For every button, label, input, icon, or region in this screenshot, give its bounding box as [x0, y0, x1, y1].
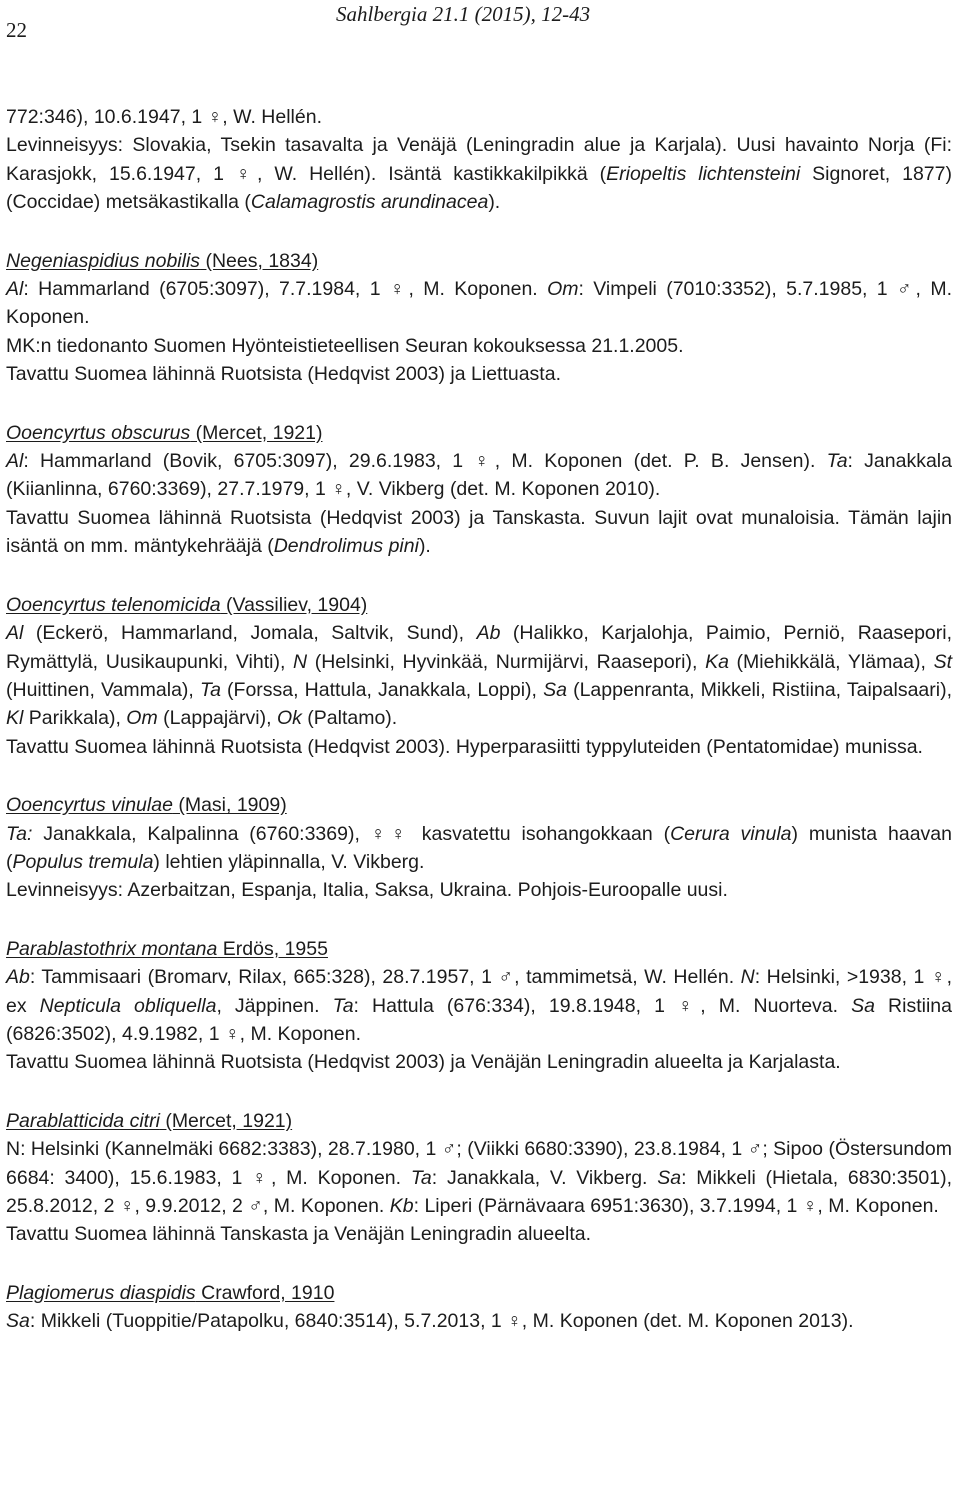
- species-heading: Ooencyrtus vinulae (Masi, 1909): [6, 794, 287, 817]
- section-gap: [6, 1249, 952, 1279]
- section-gap: [6, 761, 952, 791]
- entry-paragraph: Al (Eckerö, Hammarland, Jomala, Saltvik, Sund), Ab (Halikko, Karjalohja, Paimio, Perniö, Raasepori, Rymättylä, Uusikaupunki, Vihti), N (Helsinki, Hyvinkää, Nurmijärvi, Raasepori), Ka (Miehikkälä, Ylämaa), St (Huittinen, Vammala), Ta (Forssa, Hattula, Janakkala, Loppi), Sa (Lappenranta, Mikkeli, Ristiina, Taipalsaari), Kl Parikkala), Om (Lappajärvi), Ok (Paltamo).: [6, 622, 953, 730]
- species-heading: Ooencyrtus telenomicida (Vassiliev, 1904): [6, 593, 368, 616]
- entry-paragraph: Tavattu Suomea lähinnä Ruotsista (Hedqvist 2003) ja Tanskasta. Suvun lajit ovat munaloisia. Tämän lajin isäntä on mm. mäntykehrääjä (Dendrolimus pini).: [6, 506, 952, 558]
- section-gap: [6, 1077, 952, 1107]
- entry-paragraph: MK:n tiedonanto Suomen Hyönteistieteellisen Seuran kokouksessa 21.1.2005.: [6, 334, 684, 357]
- entry-paragraph: Sa: Mikkeli (Tuoppitie/Patapolku, 6840:3514), 5.7.2013, 1 ♀, M. Koponen (det. M. Koponen 2013).: [6, 1310, 854, 1333]
- entry-paragraph: Tavattu Suomea lähinnä Ruotsista (Hedqvist 2003) ja Liettuasta.: [6, 363, 561, 386]
- entry-paragraph: Tavattu Suomea lähinnä Tanskasta ja Venäjän Leningradin alueelta.: [6, 1223, 592, 1246]
- species-entry: [6, 935, 952, 1077]
- section-gap: [6, 217, 952, 247]
- species-heading: Parablatticida citri (Mercet, 1921): [6, 1109, 293, 1132]
- species-entry: [6, 419, 952, 561]
- entry-paragraph: 772:346), 10.6.1947, 1 ♀, W. Hellén.: [6, 106, 322, 128]
- species-heading: Parablastothrix montana Erdös, 1955: [6, 937, 328, 960]
- entry-paragraph: Ab: Tammisaari (Bromarv, Rilax, 665:328), 28.7.1957, 1 ♂, tammimetsä, W. Hellén. N: Helsinki, >1938, 1 ♀, ex Nepticula obliquella, Jäppinen. Ta: Hattula (676:334), 19.8.1948, 1 ♀, M. Nuorteva. Sa Ristiina (6826:3502), 4.9.1982, 1 ♀, M. Koponen.: [6, 966, 952, 1045]
- species-entry: [6, 247, 952, 389]
- entry-paragraph: Levinneisyys: Azerbaitzan, Espanja, Italia, Saksa, Ukraina. Pohjois-Euroopalle uusi.: [6, 879, 728, 902]
- species-entry: [6, 103, 952, 217]
- entry-paragraph: Levinneisyys: Slovakia, Tsekin tasavalta ja Venäjä (Leningradin alue ja Karjala). Uusi havainto Norja (Fi: Karasjokk, 15.6.1947, 1 ♀, W. Hellén). Isäntä kastikkakilpikkä (Eriopeltis lichtensteini Signoret, 1877) (Coccidae) metsäkastikalla (Calamagrostis arundinacea).: [6, 134, 952, 214]
- article-body: [6, 103, 952, 1336]
- species-entry: [6, 1279, 952, 1336]
- running-header: Sahlbergia 21.1 (2015), 12-43: [336, 2, 591, 26]
- section-gap: [6, 389, 952, 419]
- entry-paragraph: Ta: Janakkala, Kalpalinna (6760:3369), ♀♀ kasvatettu isohangokkaan (Cerura vinula) munista haavan (Populus tremula) lehtien yläpinnalla, V. Vikberg.: [6, 822, 952, 873]
- species-heading: Plagiomerus diaspidis Crawford, 1910: [6, 1281, 335, 1304]
- entry-paragraph: Al: Hammarland (Bovik, 6705:3097), 29.6.1983, 1 ♀, M. Koponen (det. P. B. Jensen). Ta: Janakkala (Kiianlinna, 6760:3369), 27.7.1979, 1 ♀, V. Vikberg (det. M. Koponen 2010).: [6, 450, 952, 501]
- entry-paragraph: Tavattu Suomea lähinnä Ruotsista (Hedqvist 2003). Hyperparasiitti typpyluteiden (Pentatomidae) munissa.: [6, 735, 923, 758]
- species-entry: [6, 1107, 952, 1249]
- species-heading: Ooencyrtus obscurus (Mercet, 1921): [6, 421, 323, 444]
- entry-paragraph: Al: Hammarland (6705:3097), 7.7.1984, 1 ♀, M. Koponen. Om: Vimpeli (7010:3352), 5.7.1985, 1 ♂, M. Koponen.: [6, 278, 952, 329]
- section-gap: [6, 561, 952, 591]
- species-entry: [6, 791, 952, 905]
- species-entry: [6, 591, 952, 761]
- species-heading: Negeniaspidius nobilis (Nees, 1834): [6, 249, 319, 272]
- entry-paragraph: N: Helsinki (Kannelmäki 6682:3383), 28.7.1980, 1 ♂; (Viikki 6680:3390), 23.8.1984, 1 ♂; Sipoo (Östersundom 6684: 3400), 15.6.1983, 1 ♀, M. Koponen. Ta: Janakkala, V. Vikberg. Sa: Mikkeli (Hietala, 6830:3501), 25.8.2012, 2 ♀, 9.9.2012, 2 ♂, M. Koponen. Kb: Liperi (Pärnävaara 6951:3630), 3.7.1994, 1 ♀, M. Koponen.: [6, 1138, 952, 1217]
- section-gap: [6, 905, 952, 935]
- page-number: 22: [6, 18, 27, 42]
- entry-paragraph: Tavattu Suomea lähinnä Ruotsista (Hedqvist 2003) ja Venäjän Leningradin alueelta ja Karjalasta.: [6, 1051, 841, 1074]
